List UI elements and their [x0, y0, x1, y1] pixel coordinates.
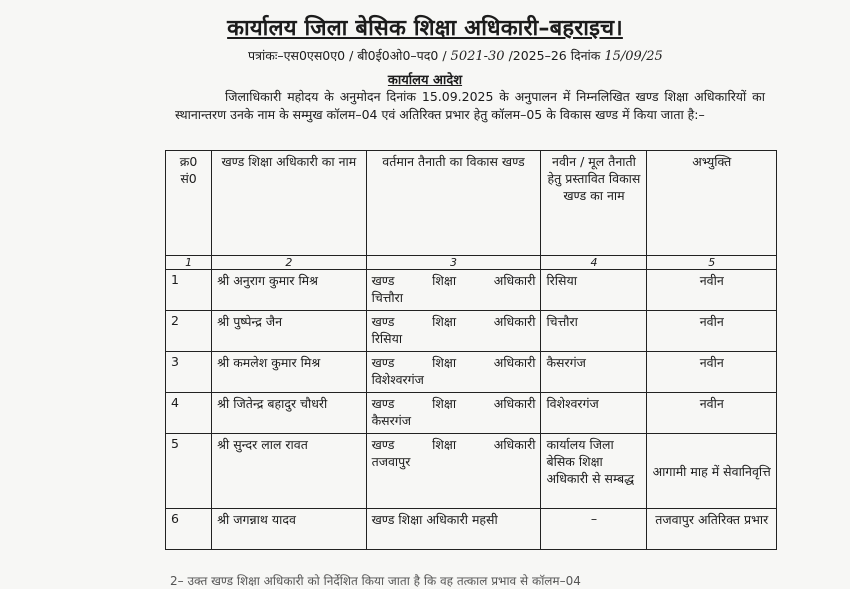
header-remark: अभ्युक्ति — [647, 151, 777, 256]
row-sn: 6 — [166, 509, 212, 550]
row-current-posting — [366, 270, 541, 311]
paragraph-text: जिलाधिकारी महोदय के अनुमोदन दिनांक 15.09.2025 के अनुपालन में निम्नलिखित खण्ड शिक्षा अधिकारियों का स्थानान्तरण उनके नाम के सम्मुख कॉलम–04 एवं अतिरिक्त प्रभार हेतु कॉलम–05 के विकास खण्ड में किया जाता है:– — [175, 89, 765, 122]
row-current-posting — [366, 434, 541, 509]
row-proposed-block: चित्तौरा — [541, 311, 647, 352]
column-number: 3 — [366, 256, 541, 270]
order-heading: कार्यालय आदेश — [387, 73, 463, 88]
current-posting-line1: खण्ड शिक्षा अधिकारी — [371, 314, 536, 329]
table-header-row — [166, 151, 777, 256]
table-row — [166, 352, 777, 393]
date-handwritten: 15/09/25 — [604, 49, 663, 64]
office-title: कार्यालय जिला बेसिक शिक्षा अधिकारी–बहराइच। — [227, 16, 623, 41]
row-officer-name: श्री जगन्नाथ यादव — [212, 509, 366, 550]
row-proposed-block: कार्यालय जिला बेसिक शिक्षा अधिकारी से सम्बद्ध — [541, 434, 647, 509]
row-current-posting — [366, 509, 541, 550]
order-paragraph — [175, 88, 765, 123]
ref-prefix: पत्रांकः–एस0एस0ए0 / बी0ई0ओ0–पद0 / — [248, 48, 447, 63]
table-row — [166, 311, 777, 352]
current-posting-line2: चित्तौरा — [371, 290, 403, 305]
header-name: खण्ड शिक्षा अधिकारी का नाम — [212, 151, 366, 256]
row-officer-name: श्री कमलेश कुमार मिश्र — [212, 352, 366, 393]
row-remark: तजवापुर अतिरिक्त प्रभार — [647, 509, 777, 550]
column-number-row — [166, 256, 777, 270]
row-sn: 5 — [166, 434, 212, 509]
header-sn: क्र0 सं0 — [166, 151, 212, 256]
row-proposed-block: कैसरगंज — [541, 352, 647, 393]
column-number: 5 — [647, 256, 777, 270]
current-posting-line2: तजवापुर — [371, 454, 411, 469]
row-current-posting — [366, 311, 541, 352]
current-posting-line2: कैसरगंज — [371, 413, 412, 428]
cut-off-footer-text: 2– उक्त खण्ड शिक्षा अधिकारी को निर्देशित किया जाता है कि वह तत्काल प्रभाव से कॉलम–04 — [170, 574, 581, 588]
ref-number-handwritten: 5021-30 — [450, 49, 505, 64]
header-proposed-block: नवीन / मूल तैनाती हेतु प्रस्तावित विकास खण्ड का नाम — [541, 151, 647, 256]
row-officer-name: श्री सुन्दर लाल रावत — [212, 434, 366, 509]
column-number: 4 — [541, 256, 647, 270]
transfer-table — [165, 150, 777, 550]
reference-line — [248, 47, 663, 64]
row-officer-name: श्री अनुराग कुमार मिश्र — [212, 270, 366, 311]
table-row — [166, 393, 777, 434]
current-posting-line2: विशेश्वरगंज — [371, 372, 424, 387]
current-posting-line1: खण्ड शिक्षा अधिकारी — [371, 396, 536, 411]
table-row — [166, 509, 777, 550]
row-sn: 2 — [166, 311, 212, 352]
current-posting-line1: खण्ड शिक्षा अधिकारी — [371, 437, 536, 452]
column-number: 1 — [166, 256, 212, 270]
header-current-posting: वर्तमान तैनाती का विकास खण्ड — [366, 151, 541, 256]
current-posting-line2: रिसिया — [371, 331, 403, 346]
row-current-posting — [366, 352, 541, 393]
row-proposed-block: विशेश्वरगंज — [541, 393, 647, 434]
current-posting-line1: खण्ड शिक्षा अधिकारी — [371, 273, 536, 288]
row-officer-name: श्री जितेन्द्र बहादुर चौधरी — [212, 393, 366, 434]
row-current-posting — [366, 393, 541, 434]
row-proposed-block: रिसिया — [541, 270, 647, 311]
row-remark: नवीन — [647, 352, 777, 393]
row-sn: 3 — [166, 352, 212, 393]
column-number: 2 — [212, 256, 366, 270]
row-sn: 4 — [166, 393, 212, 434]
row-remark: नवीन — [647, 311, 777, 352]
current-posting-line1: खण्ड शिक्षा अधिकारी — [371, 355, 536, 370]
row-remark: नवीन — [647, 270, 777, 311]
row-remark: नवीन — [647, 393, 777, 434]
table-row — [166, 270, 777, 311]
current-posting-line1: खण्ड शिक्षा अधिकारी महसी — [371, 512, 498, 527]
table-row — [166, 434, 777, 509]
row-remark: आगामी माह में सेवानिवृत्ति — [647, 434, 777, 509]
row-officer-name: श्री पुष्पेन्द्र जैन — [212, 311, 366, 352]
row-proposed-block: – — [541, 509, 647, 550]
row-sn: 1 — [166, 270, 212, 311]
ref-suffix: /2025–26 दिनांक — [508, 48, 601, 63]
